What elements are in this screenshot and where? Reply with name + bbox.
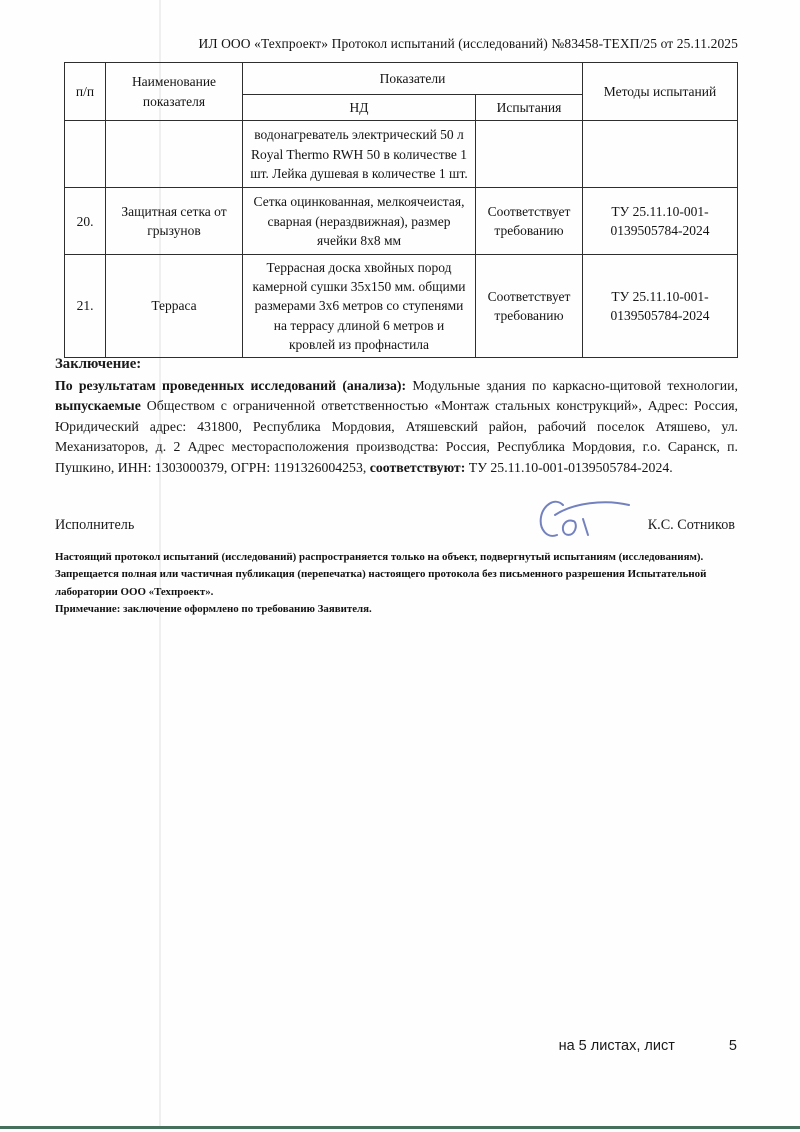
cell-nd: Террасная доска хвойных пород камерной сушки 35х150 мм. общими размерами 3х6 метров со ступенями на террасу длиной 6 метров и кровлей из профнастила [243, 255, 476, 358]
note-scope: Настоящий протокол испытаний (исследований) распространяется только на объект, подвергнутый испытаниям (исследованиям). [55, 551, 704, 563]
bottom-rule [0, 1126, 800, 1129]
document-header-line: ИЛ ООО «Техпроект» Протокол испытаний (исследований) №83458-ТЕХП/25 от 25.11.2025 [198, 36, 738, 51]
column-header-methods: Методы испытаний [583, 63, 738, 121]
table-row [65, 188, 738, 255]
signature-ink [533, 491, 645, 547]
cell-nd: Сетка оцинкованная, мелкоячеистая, сварная (нераздвижная), размер ячейки 8х8 мм [243, 188, 476, 255]
column-header-indicators: Показатели [243, 63, 583, 95]
table-header-row-1 [65, 63, 738, 95]
conclusion-title: Заключение: [55, 356, 142, 372]
note-remark: Примечание: заключение оформлено по требованию Заявителя. [55, 603, 372, 616]
page-number: 5 [728, 1038, 737, 1054]
column-header-name: Наименование показателя [106, 63, 243, 121]
sheets-count-label: на 5 листах, лист [558, 1038, 675, 1054]
table-row [65, 121, 738, 188]
conclusion-text-3: ТУ 25.11.10-001-0139505784-2024. [465, 459, 673, 475]
conclusion-bold-2: выпускаемые [55, 398, 141, 414]
signatory-name: К.С. Сотников [647, 517, 735, 533]
cell-num [65, 121, 106, 188]
cell-test: Соответствует требованию [476, 255, 583, 358]
cell-name: Терраса [106, 255, 243, 358]
page-footer [0, 1038, 737, 1054]
column-header-nd: НД [243, 95, 476, 121]
column-header-test: Испытания [476, 95, 583, 121]
executor-label: Исполнитель [55, 517, 135, 533]
conclusion-text-2: Обществом с ограниченной ответственностью «Монтаж стальных конструкций», Адрес: Россия, Юридический адрес: 431800, Республика Мордовия, Атяшевский район, рабочий поселок Атяшево, ул. Механизаторов, д. 2 Адрес месторасположения производства: Россия, Республика Мордовия, г.о. Саранск, п. Пушкино, ИНН: 1303000379, ОГРН: 1191326004253, [55, 398, 738, 475]
conclusion-section [55, 356, 738, 478]
footer-notes [55, 549, 717, 619]
table-row [65, 255, 738, 358]
conclusion-text-1: Модульные здания по каркасно-щитовой технологии, [406, 378, 738, 393]
conclusion-bold-3: соответствуют: [369, 459, 466, 475]
cell-methods: ТУ 25.11.10-001-0139505784-2024 [583, 255, 738, 358]
cell-methods: ТУ 25.11.10-001-0139505784-2024 [583, 188, 738, 255]
cell-name: Защитная сетка от грызунов [106, 188, 243, 255]
cell-name [106, 121, 243, 188]
column-header-num: п/п [65, 63, 106, 121]
cell-methods [583, 121, 738, 188]
test-results-table [64, 62, 738, 358]
note-no-republication: Запрещается полная или частичная публикация (перепечатка) настоящего протокола без письменного разрешения Испытательной лаборатории ООО «Техпроект». [55, 568, 707, 598]
cell-num: 20. [65, 188, 106, 255]
conclusion-paragraph [55, 376, 738, 478]
cell-num: 21. [65, 255, 106, 358]
cell-nd: водонагреватель электрический 50 л Royal Thermo RWH 50 в количестве 1 шт. Лейка душевая в количестве 1 шт. [243, 121, 476, 188]
cell-test [476, 121, 583, 188]
conclusion-lead-bold: По результатам проведенных исследований (анализа): [55, 378, 407, 393]
signature-block [55, 505, 738, 555]
cell-test: Соответствует требованию [476, 188, 583, 255]
